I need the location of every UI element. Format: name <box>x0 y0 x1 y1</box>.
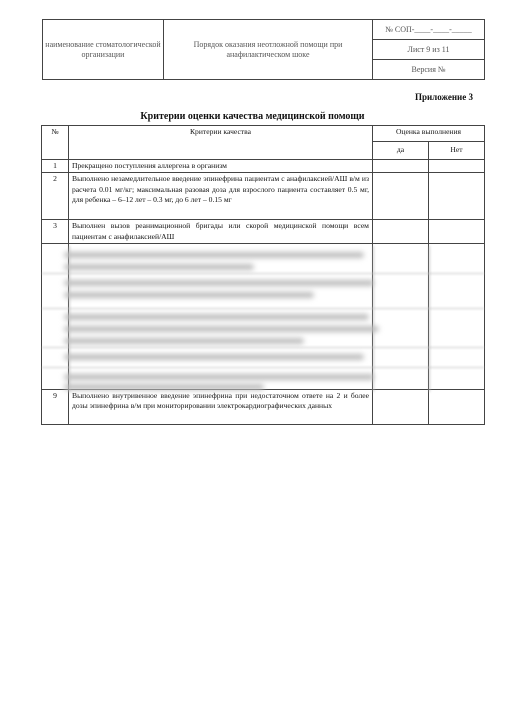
table-row <box>42 173 485 220</box>
row-yes-cell <box>373 243 429 389</box>
appendix-label: Приложение 3 <box>414 92 473 102</box>
table-row <box>42 389 485 424</box>
sop-number: № СОП-____-____-_____ <box>373 20 485 40</box>
row-yes-cell <box>373 160 429 173</box>
row-no-cell <box>429 389 485 424</box>
table-title: Критерии оценки качества медицинской помощи <box>140 111 365 122</box>
row-yes-cell <box>373 173 429 220</box>
row-yes-cell <box>373 220 429 244</box>
table-row <box>42 220 485 244</box>
row-criterion: Выполнен вызов реанимационной бригады или скорой медицинской помощи всем пациентам с анафилаксией/АШ <box>69 220 373 244</box>
header-number: № <box>42 126 69 160</box>
row-number: 3 <box>42 220 69 244</box>
header-evaluation: Оценка выполнения <box>373 126 485 142</box>
row-no-cell <box>429 220 485 244</box>
row-criterion: Прекращено поступления аллергена в организм <box>69 160 373 173</box>
row-criterion: Выполнено незамедлительное введение эпинефрина пациентам с анафилаксией/АШ в/м из расчета 0.01 мг/кг; максимальная разовая доза для взрослого пациента составляет 0.5 мг, для ребенка – 6–12 лет – 0.3 мг, до 6 лет – 0.15 мг <box>69 173 373 220</box>
row-no-cell <box>429 243 485 389</box>
redacted-rows <box>42 243 485 389</box>
table-row <box>42 160 485 173</box>
document-title: Порядок оказания неотложной помощи при анафилактическом шоке <box>164 20 373 80</box>
row-criterion <box>69 243 373 389</box>
row-criterion: Выполнено внутривенное введение эпинефрина при недостаточном ответе на 2 и более дозы эпинефрина в/м при мониторировании электрокардиографических данных <box>69 389 373 424</box>
row-number <box>42 243 69 389</box>
version-number: Версия № <box>373 60 485 80</box>
sheet-number: Лист 9 из 11 <box>373 40 485 60</box>
row-number: 9 <box>42 389 69 424</box>
row-number: 1 <box>42 160 69 173</box>
document-header <box>42 19 485 80</box>
criteria-table <box>41 125 485 425</box>
header-yes: да <box>373 142 429 160</box>
organization-name: наименование стоматологической организации <box>43 20 164 80</box>
row-number: 2 <box>42 173 69 220</box>
row-no-cell <box>429 173 485 220</box>
header-no: Нет <box>429 142 485 160</box>
header-criteria: Критерии качества <box>69 126 373 160</box>
row-yes-cell <box>373 389 429 424</box>
row-no-cell <box>429 160 485 173</box>
